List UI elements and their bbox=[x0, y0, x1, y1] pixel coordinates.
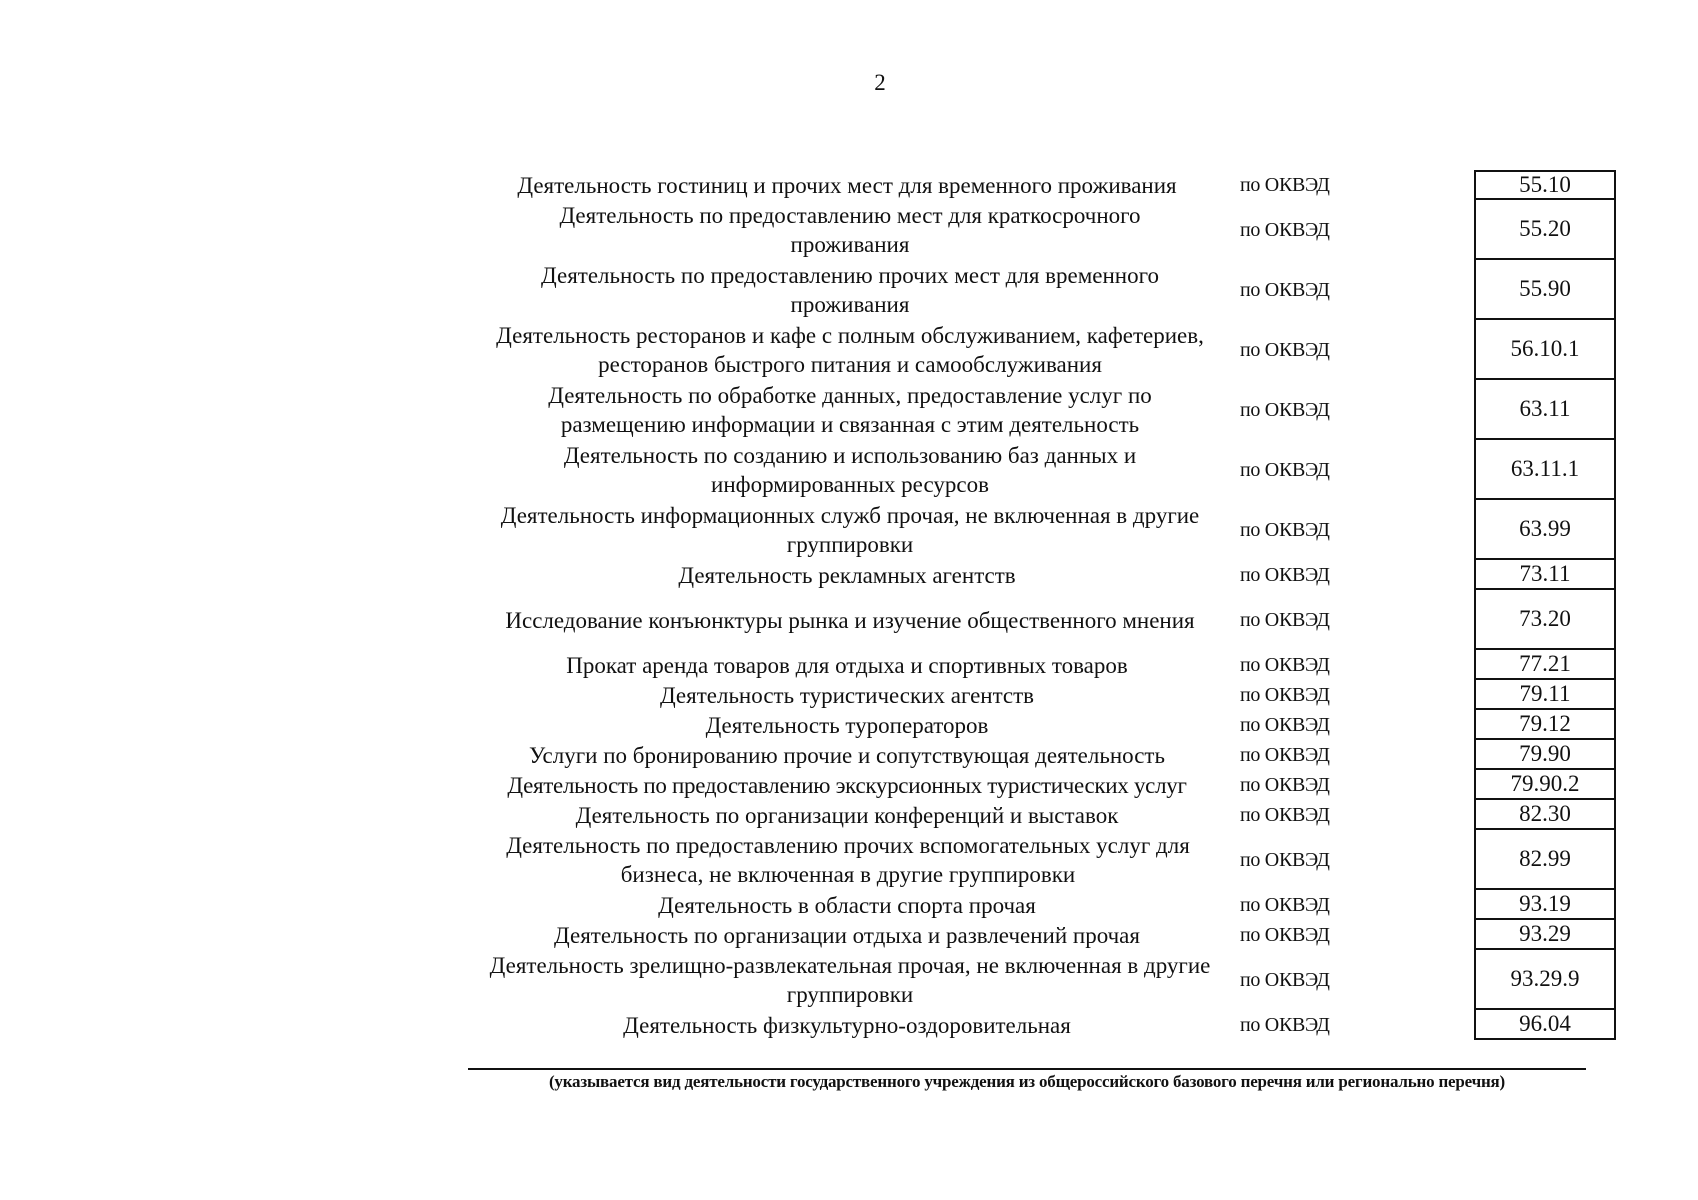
okved-code: 93.29 bbox=[1474, 920, 1616, 950]
classifier-label: по ОКВЭД bbox=[1240, 893, 1330, 916]
table-row bbox=[0, 320, 1698, 380]
table-row bbox=[0, 1010, 1698, 1040]
okved-code: 73.11 bbox=[1474, 560, 1616, 590]
classifier-label: по ОКВЭД bbox=[1240, 743, 1330, 766]
activity-name: Деятельность в области спорта прочая bbox=[658, 892, 1036, 918]
table-row bbox=[0, 500, 1698, 560]
classifier-label: по ОКВЭД bbox=[1240, 923, 1330, 946]
footnote: (указывается вид деятельности государственного учреждения из общероссийского базового перечня или регионально перечня) bbox=[548, 1072, 1506, 1091]
table-row bbox=[0, 170, 1698, 200]
classifier-label: по ОКВЭД bbox=[1240, 608, 1330, 631]
table-row bbox=[0, 440, 1698, 500]
activity-name: Деятельность рекламных агентств bbox=[678, 562, 1016, 588]
activity-name: Деятельность по обработке данных, предоставление услуг по размещению информации и связанная с этим деятельность bbox=[548, 383, 1152, 437]
classifier-label: по ОКВЭД bbox=[1240, 278, 1330, 301]
okved-code: 82.99 bbox=[1474, 830, 1616, 890]
activity-name: Деятельность информационных служб прочая, не включенная в другие группировки bbox=[500, 503, 1200, 557]
table-row bbox=[0, 650, 1698, 680]
table-row bbox=[0, 710, 1698, 740]
table-row bbox=[0, 830, 1698, 890]
classifier-label: по ОКВЭД bbox=[1240, 713, 1330, 736]
okved-code: 63.99 bbox=[1474, 500, 1616, 560]
activity-name: Услуги по бронированию прочие и сопутствующая деятельность bbox=[529, 742, 1165, 768]
activity-name: Деятельность ресторанов и кафе с полным обслуживанием, кафетериев, ресторанов быстрого питания и самообслуживания bbox=[496, 323, 1204, 377]
activity-name: Деятельность физкультурно-оздоровительная bbox=[623, 1012, 1071, 1038]
classifier-label: по ОКВЭД bbox=[1240, 683, 1330, 706]
okved-code: 55.90 bbox=[1474, 260, 1616, 320]
table-row bbox=[0, 890, 1698, 920]
classifier-label: по ОКВЭД bbox=[1240, 803, 1330, 826]
okved-code: 79.90.2 bbox=[1474, 770, 1616, 800]
classifier-label: по ОКВЭД bbox=[1240, 338, 1330, 361]
table-row bbox=[0, 770, 1698, 800]
okved-code: 82.30 bbox=[1474, 800, 1616, 830]
activity-name: Прокат аренда товаров для отдыха и спортивных товаров bbox=[566, 652, 1128, 678]
activity-name: Деятельность по предоставлению прочих вспомогательных услуг для бизнеса, не включенная в другие группировки bbox=[506, 833, 1190, 887]
classifier-label: по ОКВЭД bbox=[1240, 518, 1330, 541]
table-row bbox=[0, 800, 1698, 830]
classifier-label: по ОКВЭД bbox=[1240, 968, 1330, 991]
okved-code: 73.20 bbox=[1474, 590, 1616, 650]
activity-name: Деятельность по предоставлению мест для краткосрочного проживания bbox=[559, 203, 1141, 257]
footnote-rule bbox=[468, 1068, 1586, 1070]
okved-code: 55.20 bbox=[1474, 200, 1616, 260]
okved-code: 79.90 bbox=[1474, 740, 1616, 770]
classifier-label: по ОКВЭД bbox=[1240, 173, 1330, 196]
classifier-label: по ОКВЭД bbox=[1240, 773, 1330, 796]
activity-name: Деятельность по предоставлению прочих мест для временного проживания bbox=[541, 263, 1159, 317]
okved-code: 79.12 bbox=[1474, 710, 1616, 740]
okved-code: 63.11 bbox=[1474, 380, 1616, 440]
activity-name: Деятельность гостиниц и прочих мест для временного проживания bbox=[517, 172, 1177, 198]
activity-name: Деятельность туристических агентств bbox=[659, 682, 1035, 708]
okved-code: 96.04 bbox=[1474, 1010, 1616, 1040]
classifier-label: по ОКВЭД bbox=[1240, 848, 1330, 871]
table-row bbox=[0, 200, 1698, 260]
table-row bbox=[0, 950, 1698, 1010]
okved-code: 77.21 bbox=[1474, 650, 1616, 680]
table-row bbox=[0, 740, 1698, 770]
okved-code: 55.10 bbox=[1474, 170, 1616, 200]
table-row bbox=[0, 680, 1698, 710]
okved-code: 56.10.1 bbox=[1474, 320, 1616, 380]
page-number: 2 bbox=[874, 70, 886, 95]
table-row bbox=[0, 560, 1698, 590]
activity-name: Деятельность по предоставлению экскурсионных туристических услуг bbox=[507, 772, 1187, 798]
okved-code: 93.29.9 bbox=[1474, 950, 1616, 1010]
okved-code: 93.19 bbox=[1474, 890, 1616, 920]
classifier-label: по ОКВЭД bbox=[1240, 653, 1330, 676]
okved-code: 63.11.1 bbox=[1474, 440, 1616, 500]
activity-name: Деятельность по организации конференций и выставок bbox=[575, 802, 1119, 828]
activity-name: Деятельность туроператоров bbox=[705, 712, 989, 738]
table-row bbox=[0, 260, 1698, 320]
table-row bbox=[0, 380, 1698, 440]
classifier-label: по ОКВЭД bbox=[1240, 218, 1330, 241]
classifier-label: по ОКВЭД bbox=[1240, 563, 1330, 586]
okved-code: 79.11 bbox=[1474, 680, 1616, 710]
activity-name: Деятельность по созданию и использованию баз данных и информированных ресурсов bbox=[563, 443, 1137, 497]
classifier-label: по ОКВЭД bbox=[1240, 398, 1330, 421]
activity-name: Деятельность по организации отдыха и развлечений прочая bbox=[554, 922, 1140, 948]
activity-name: Исследование конъюнктуры рынка и изучение общественного мнения bbox=[505, 607, 1195, 633]
classifier-label: по ОКВЭД bbox=[1240, 458, 1330, 481]
activity-name: Деятельность зрелищно-развлекательная прочая, не включенная в другие группировки bbox=[489, 953, 1211, 1007]
classifier-label: по ОКВЭД bbox=[1240, 1013, 1330, 1036]
table-row bbox=[0, 920, 1698, 950]
table-row bbox=[0, 590, 1698, 650]
